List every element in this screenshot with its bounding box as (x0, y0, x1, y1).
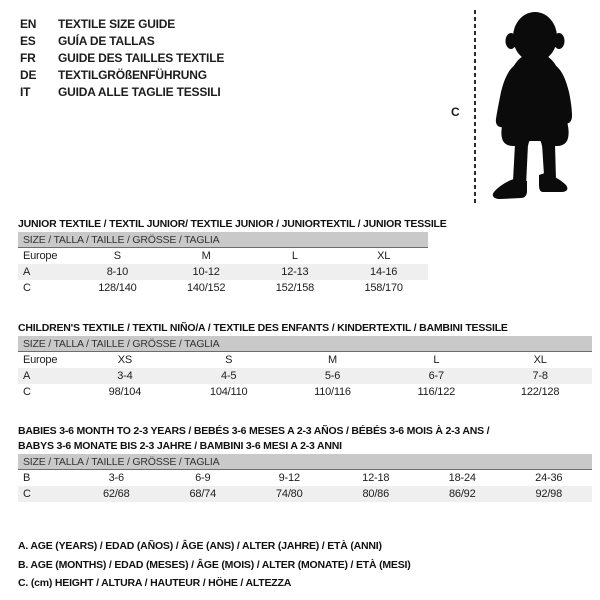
size-cell: 86/92 (448, 488, 476, 500)
size-cell: 5-6 (324, 370, 341, 382)
row-label: C (23, 488, 31, 500)
size-cell: S (113, 250, 121, 262)
table-title: BABIES 3-6 MONTH TO 2-3 YEARS / BEBÉS 3-6 MESES A 2-3 AÑOS / BÉBÉS 3-6 MOIS À 2-3 ANS / (18, 425, 490, 437)
language-name: GUIDE DES TAILLES TEXTILE (58, 50, 225, 65)
size-cell: 62/68 (102, 488, 130, 500)
table-row (18, 248, 428, 264)
row-label: C (23, 386, 31, 398)
size-cell: 116/122 (417, 386, 456, 398)
size-cell: 92/98 (535, 488, 563, 500)
size-cell: 9-12 (278, 472, 300, 484)
row-label: A (23, 370, 31, 382)
size-cell: 110/116 (314, 386, 351, 398)
size-cell: L (433, 354, 440, 366)
size-cell: 18-24 (448, 472, 476, 484)
size-cell: 24-36 (535, 472, 563, 484)
size-table (18, 217, 447, 296)
size-cell: 158/170 (364, 282, 403, 294)
size-cell: 8-10 (106, 266, 128, 278)
size-cell: 4-5 (221, 370, 237, 382)
footnote-line: C. (cm) HEIGHT / ALTURA / HAUTEUR / HÖHE / ALTEZZA (18, 577, 292, 589)
row-label: A (23, 266, 31, 278)
height-dashed-line (474, 10, 476, 205)
language-name: TEXTILGRÖßENFÜHRUNG (58, 67, 207, 82)
table-title: CHILDREN'S TEXTILE / TEXTIL NIÑO/A / TEXTILE DES ENFANTS / KINDERTEXTIL / BAMBINI TESSILE (18, 322, 508, 334)
size-cell: 74/80 (275, 488, 303, 500)
size-cell: 3-4 (117, 370, 133, 382)
size-cell: L (291, 250, 298, 262)
language-list (20, 15, 224, 100)
size-cell: XL (377, 250, 391, 262)
size-cell: 128/140 (98, 282, 137, 294)
table-row (18, 384, 592, 400)
table-row (18, 470, 592, 486)
size-cell: 14-16 (370, 266, 398, 278)
size-table (18, 321, 592, 400)
size-cell: 68/74 (189, 488, 217, 500)
table-row (18, 264, 428, 280)
table-row (18, 486, 592, 502)
size-table (18, 424, 592, 502)
language-name: TEXTILE SIZE GUIDE (58, 16, 176, 31)
size-cell: 98/104 (108, 386, 142, 398)
size-header-bar: SIZE / TALLA / TAILLE / GRÖSSE / TAGLIA (18, 232, 428, 248)
size-cell: 12-13 (281, 266, 309, 278)
size-cell: 122/128 (520, 386, 560, 398)
row-label: C (23, 282, 31, 294)
size-cell: XS (117, 354, 133, 366)
language-name: GUÍA DE TALLAS (58, 33, 155, 48)
size-cell: 152/158 (275, 282, 315, 294)
table-title: BABYS 3-6 MONATE BIS 2-3 JAHRE / BAMBINI 3-6 MESI A 2-3 ANNI (18, 440, 342, 452)
language-row (20, 32, 224, 49)
row-label: Europe (23, 250, 58, 262)
size-cell: XL (533, 354, 547, 366)
table-row (18, 352, 592, 368)
size-cell: M (328, 354, 337, 366)
size-cell: 6-7 (428, 370, 444, 382)
language-code: ES (20, 33, 36, 48)
footnotes (18, 537, 411, 593)
language-code: FR (20, 50, 36, 65)
size-cell: S (225, 354, 233, 366)
table-row (18, 280, 428, 296)
language-row (20, 15, 224, 32)
size-cell: 6-9 (195, 472, 211, 484)
size-cell: 7-8 (532, 370, 548, 382)
language-row (20, 83, 224, 100)
footnote-line: B. AGE (MONTHS) / EDAD (MESES) / ÂGE (MOIS) / ALTER (MONATE) / ETÀ (MESI) (18, 558, 411, 571)
size-cell: 140/152 (186, 282, 226, 294)
baby-silhouette-icon (479, 5, 589, 208)
table-title: JUNIOR TEXTILE / TEXTIL JUNIOR/ TEXTILE JUNIOR / JUNIORTEXTIL / JUNIOR TESSILE (18, 218, 447, 230)
height-measure-label: C (451, 105, 460, 119)
language-name: GUIDA ALLE TAGLIE TESSILI (58, 84, 221, 99)
language-row (20, 49, 224, 66)
row-label: B (23, 472, 31, 484)
size-header-bar: SIZE / TALLA / TAILLE / GRÖSSE / TAGLIA (18, 454, 592, 470)
size-cell: 80/86 (362, 488, 390, 500)
size-cell: 12-18 (362, 472, 390, 484)
size-cell: 3-6 (108, 472, 124, 484)
size-cell: 10-12 (192, 266, 220, 278)
table-row (18, 368, 592, 384)
size-cell: M (201, 250, 211, 262)
row-label: Europe (23, 354, 58, 366)
language-code: IT (20, 84, 31, 99)
size-header-bar: SIZE / TALLA / TAILLE / GRÖSSE / TAGLIA (18, 336, 592, 352)
size-cell: 104/110 (209, 386, 248, 398)
footnote-line: A. AGE (YEARS) / EDAD (AÑOS) / ÂGE (ANS) / ALTER (JAHRE) / ETÀ (ANNI) (18, 540, 382, 552)
language-code: EN (20, 16, 37, 31)
language-row (20, 66, 224, 83)
language-code: DE (20, 67, 37, 82)
